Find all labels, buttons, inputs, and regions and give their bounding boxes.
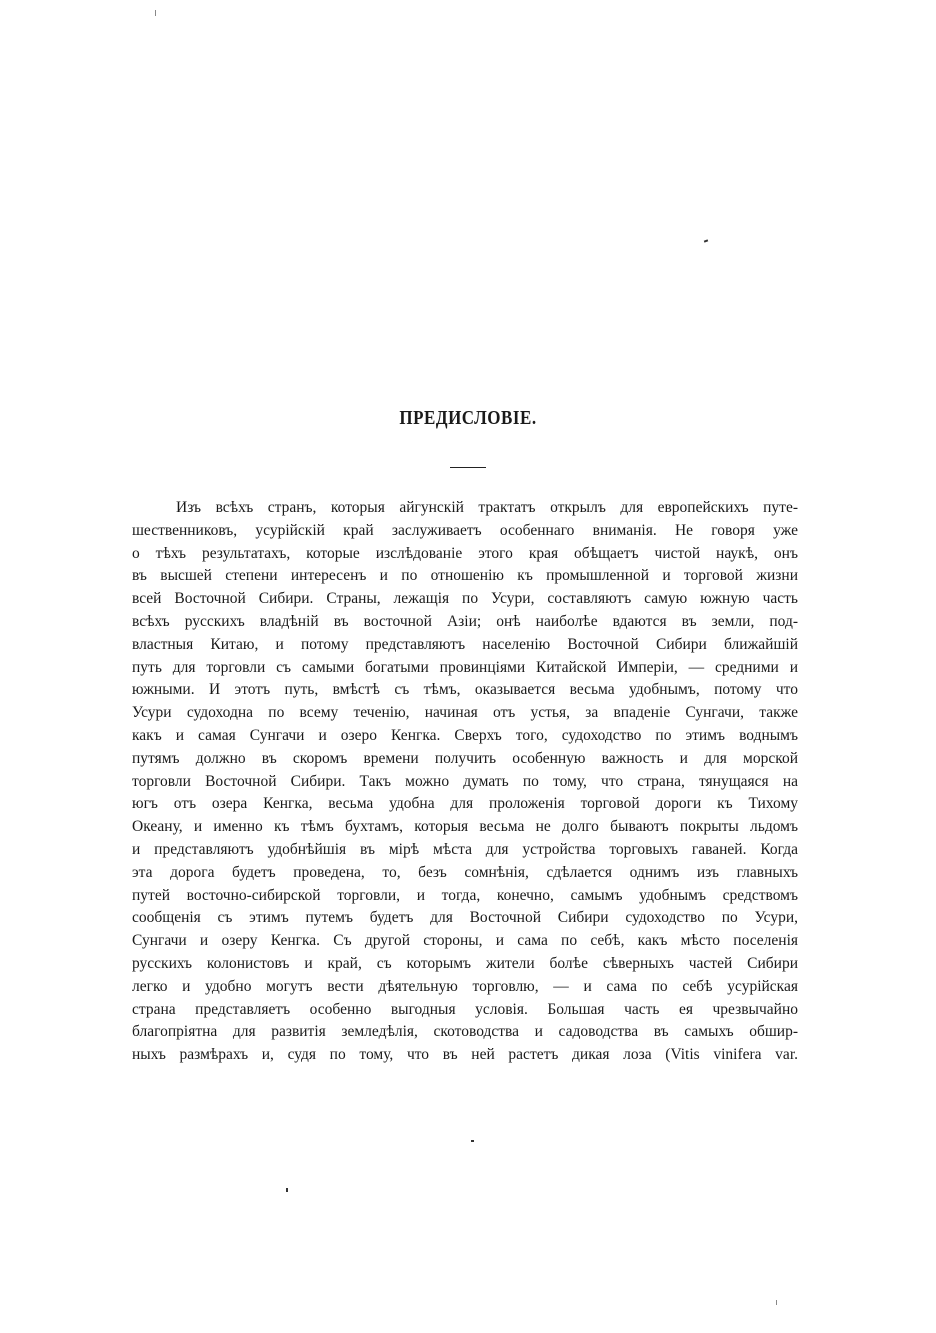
text-line: путей восточно-сибирской торговли, и тогда, конечно, самымъ удобнымъ средствомъ — [132, 886, 798, 904]
text-line: эта дорога будетъ проведена, то, безъ сомнѣнія, сдѣлается однимъ изъ главныхъ — [132, 863, 798, 881]
text-line: о тѣхъ результатахъ, которые изслѣдованіе этого края обѣщаетъ чистой наукѣ, онъ — [132, 544, 798, 562]
text-line: Усури судоходна по всему теченію, начиная отъ устья, за впаденіе Сунгачи, также — [132, 704, 798, 722]
scan-speck — [776, 1300, 777, 1305]
text-line: Сунгачи и озеру Кенгка. Съ другой стороны, и сама по себѣ, какъ мѣсто поселенія — [132, 932, 798, 950]
text-line: всѣхъ русскихъ владѣній въ восточной Азіи; онѣ наиболѣе вдаются въ земли, под- — [132, 612, 798, 630]
text-line: Океану, и именно къ тѣмъ бухтамъ, которыя весьма не долго бываютъ покрыты льдомъ — [132, 818, 798, 836]
scan-speck — [286, 1188, 288, 1192]
text-line: Изъ всѣхъ странъ, которыя айгунскій трактатъ открылъ для европейскихъ путе- — [176, 499, 798, 516]
text-line: торговли Восточной Сибири. Такъ можно думать по тому, что страна, тянущаяся на — [132, 772, 798, 790]
text-line: шественниковъ, усурійскій край заслуживаетъ особеннаго вниманія. Не говоря уже — [132, 521, 798, 539]
text-line: страна представляетъ особенно выгодныя условія. Большая часть ея чрезвычайно — [132, 1000, 798, 1018]
preface-paragraph — [132, 497, 798, 1067]
text-line: въ высшей степени интересенъ и по отношенію къ промышленной и торговой жизни — [132, 567, 798, 585]
title-divider — [450, 467, 486, 468]
text-line: властныя Китаю, и потому представляютъ населенію Восточной Сибири ближайшій — [132, 635, 798, 653]
text-line: южными. И этотъ путь, вмѣстѣ съ тѣмъ, оказывается весьма удобнымъ, потому что — [132, 681, 798, 699]
text-line: русскихъ колонистовъ и край, съ которымъ жители болѣе сѣверныхъ частей Сибири — [132, 954, 798, 972]
text-line: югъ отъ озера Кенгка, весьма удобна для проложенія торговой дороги къ Тихому — [132, 795, 798, 813]
text-line: благопріятна для развитія земледѣлія, скотоводства и садоводства въ самыхъ обшир- — [132, 1023, 798, 1041]
text-line: ныхъ размѣрахъ и, судя по тому, что въ ней растетъ дикая лоза (Vitis vinifera var. — [132, 1046, 798, 1064]
text-line: легко и удобно могутъ вести дѣятельную торговлю, — и сама по себѣ усурійская — [132, 977, 798, 995]
text-line: путямъ должно въ скоромъ времени получить особенную важность и для морской — [132, 749, 798, 767]
scan-speck — [155, 10, 156, 16]
text-line: путь для торговли съ самыми богатыми провинціями Китайской Имперіи, — средними и — [132, 658, 798, 676]
scan-speck — [471, 1140, 474, 1142]
text-line: сообщенія съ этимъ путемъ будетъ для Восточной Сибири судоходство по Усури, — [132, 909, 798, 927]
text-line: всей Восточной Сибири. Страны, лежащія по Усури, составляютъ самую южную часть — [132, 590, 798, 608]
text-line: какъ и самая Сунгачи и озеро Кенгка. Сверхъ того, судоходство по этимъ воднымъ — [132, 726, 798, 744]
text-line: и представляютъ удобнѣйшія въ мірѣ мѣста для устройства торговыхъ гаваней. Когда — [132, 840, 798, 858]
page-title: ПРЕДИСЛОВІЕ. — [399, 406, 537, 429]
scan-speck — [704, 239, 708, 242]
